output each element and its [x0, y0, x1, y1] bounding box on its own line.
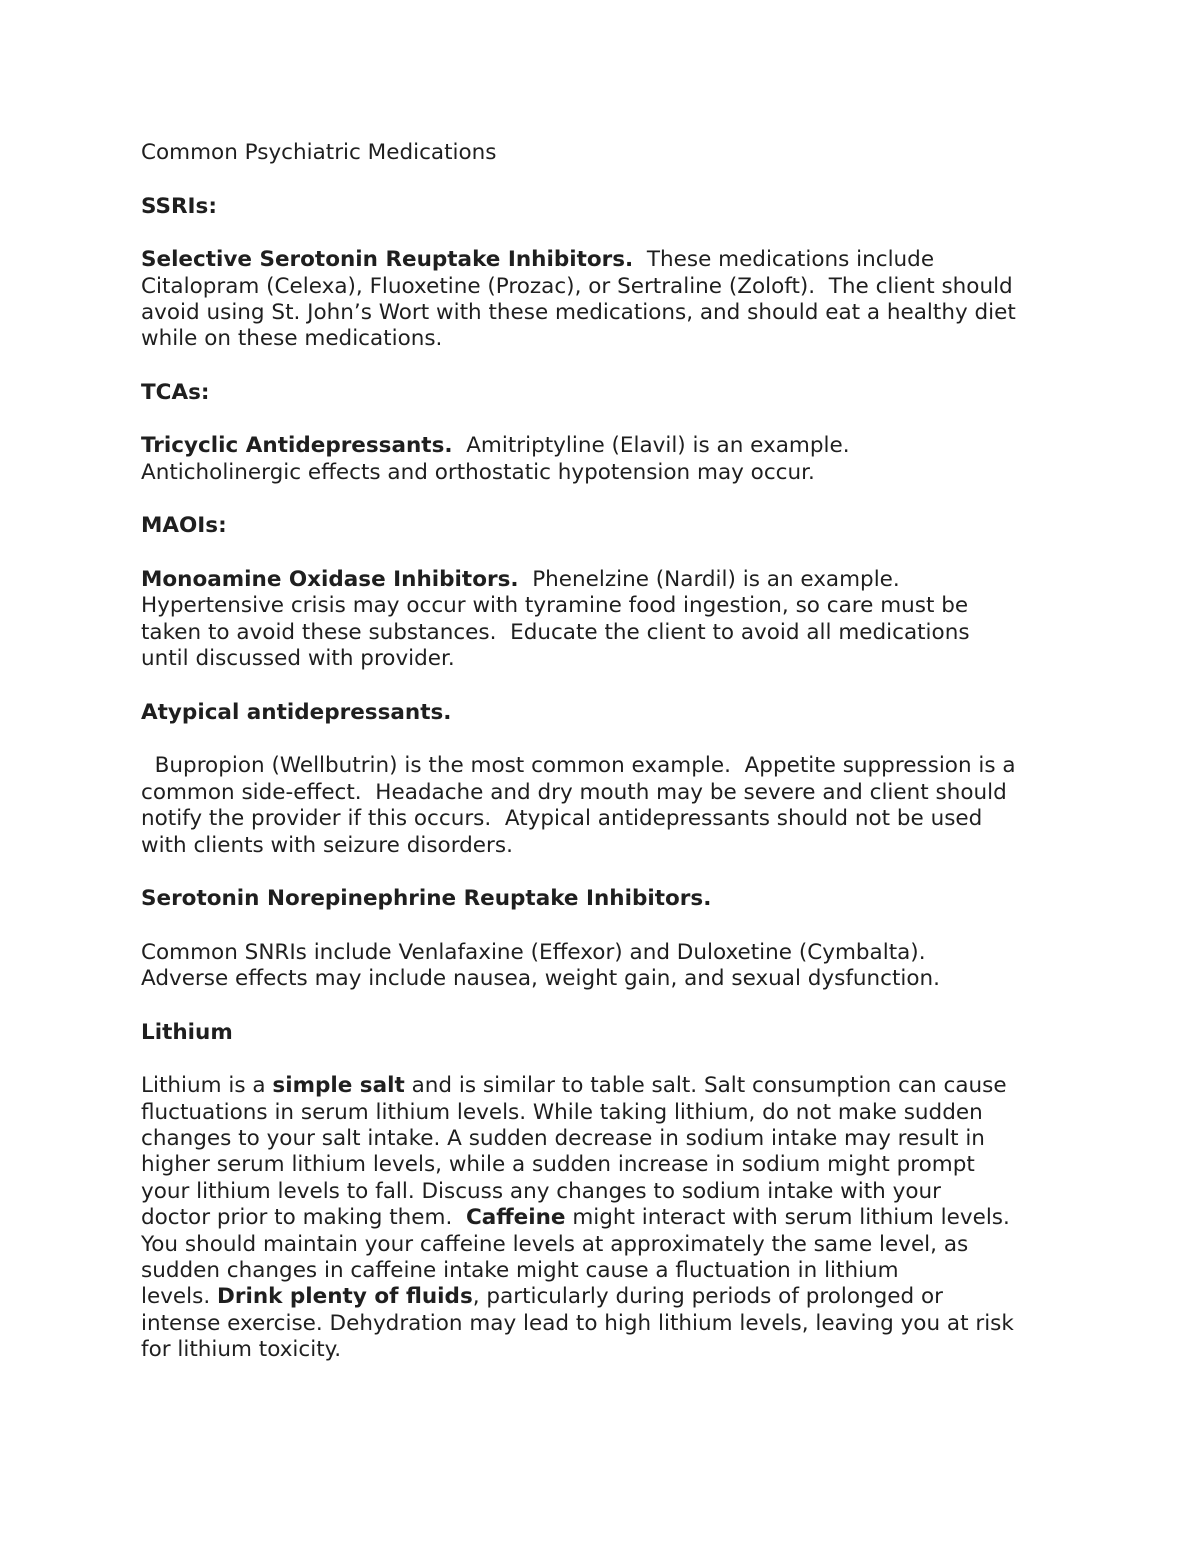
snri-heading: Serotonin Norepinephrine Reuptake Inhibitors. — [141, 886, 712, 912]
atypical-paragraph-line: notify the provider if this occurs. Atypical antidepressants should not be used — [141, 806, 983, 832]
ssri-paragraph-line — [141, 247, 1071, 273]
lithium-text: , particularly during periods of prolonged or — [472, 1284, 943, 1310]
atypical-paragraph-line: common side-effect. Headache and dry mouth may be severe and client should — [141, 779, 1007, 805]
lithium-text: levels. — [141, 1284, 217, 1310]
ssri-paragraph-line: Citalopram (Celexa), Fluoxetine (Prozac), or Sertraline (Zoloft). The client should — [141, 273, 1013, 299]
ssri-text: These medications include — [633, 247, 935, 273]
lithium-paragraph-line — [141, 1284, 1071, 1310]
lithium-text: might interact with serum lithium levels. — [565, 1205, 1010, 1231]
maoi-heading: MAOIs: — [141, 513, 227, 539]
snri-paragraph-line: Adverse effects may include nausea, weight gain, and sexual dysfunction. — [141, 966, 941, 992]
maoi-paragraph-line: Hypertensive crisis may occur with tyramine food ingestion, so care must be — [141, 593, 969, 619]
lithium-text: Lithium is a — [141, 1073, 273, 1099]
maoi-paragraph-line: until discussed with provider. — [141, 646, 455, 672]
tca-heading: TCAs: — [141, 379, 210, 405]
maoi-term: Monoamine Oxidase Inhibitors. — [141, 567, 519, 593]
lithium-emphasis: simple salt — [272, 1073, 405, 1099]
atypical-paragraph-line: Bupropion (Wellbutrin) is the most common example. Appetite suppression is a — [141, 753, 1016, 779]
lithium-heading: Lithium — [141, 1019, 233, 1045]
maoi-text: Phenelzine (Nardil) is an example. — [518, 567, 900, 593]
atypical-heading: Atypical antidepressants. — [141, 699, 452, 725]
tca-text: Amitriptyline (Elavil) is an example. — [452, 433, 850, 459]
ssri-term: Selective Serotonin Reuptake Inhibitors. — [141, 247, 634, 273]
lithium-text: and is similar to table salt. Salt consumption can cause — [404, 1073, 1007, 1099]
document-page — [141, 140, 1071, 1364]
lithium-paragraph-line: fluctuations in serum lithium levels. While taking lithium, do not make sudden — [141, 1099, 983, 1125]
atypical-paragraph-line: with clients with seizure disorders. — [141, 832, 513, 858]
maoi-paragraph-line — [141, 567, 1071, 593]
snri-paragraph-line: Common SNRIs include Venlafaxine (Effexor) and Duloxetine (Cymbalta). — [141, 939, 926, 965]
lithium-paragraph-line: your lithium levels to fall. Discuss any changes to sodium intake with your — [141, 1178, 941, 1204]
lithium-paragraph-line: changes to your salt intake. A sudden decrease in sodium intake may result in — [141, 1126, 985, 1152]
lithium-text: doctor prior to making them. — [141, 1205, 466, 1231]
lithium-paragraph-line — [141, 1073, 1071, 1099]
lithium-paragraph-line: You should maintain your caffeine levels at approximately the same level, as — [141, 1231, 969, 1257]
lithium-emphasis: Caffeine — [465, 1205, 566, 1231]
lithium-paragraph-line: sudden changes in caffeine intake might cause a fluctuation in lithium — [141, 1257, 899, 1283]
lithium-paragraph-line: higher serum lithium levels, while a sudden increase in sodium might prompt — [141, 1152, 975, 1178]
ssri-paragraph-line: while on these medications. — [141, 326, 443, 352]
tca-paragraph-line: Anticholinergic effects and orthostatic hypotension may occur. — [141, 459, 815, 485]
ssri-heading: SSRIs: — [141, 193, 217, 219]
lithium-paragraph-line: intense exercise. Dehydration may lead to high lithium levels, leaving you at risk — [141, 1310, 1014, 1336]
document-title: Common Psychiatric Medications — [141, 140, 497, 165]
lithium-paragraph-line: for lithium toxicity. — [141, 1337, 342, 1363]
ssri-paragraph-line: avoid using St. John’s Wort with these medications, and should eat a healthy diet — [141, 299, 1016, 325]
tca-term: Tricyclic Antidepressants. — [141, 433, 453, 459]
lithium-paragraph-line — [141, 1205, 1071, 1231]
maoi-paragraph-line: taken to avoid these substances. Educate the client to avoid all medications — [141, 619, 970, 645]
lithium-emphasis: Drink plenty of fluids — [217, 1284, 473, 1310]
tca-paragraph-line — [141, 433, 1071, 459]
